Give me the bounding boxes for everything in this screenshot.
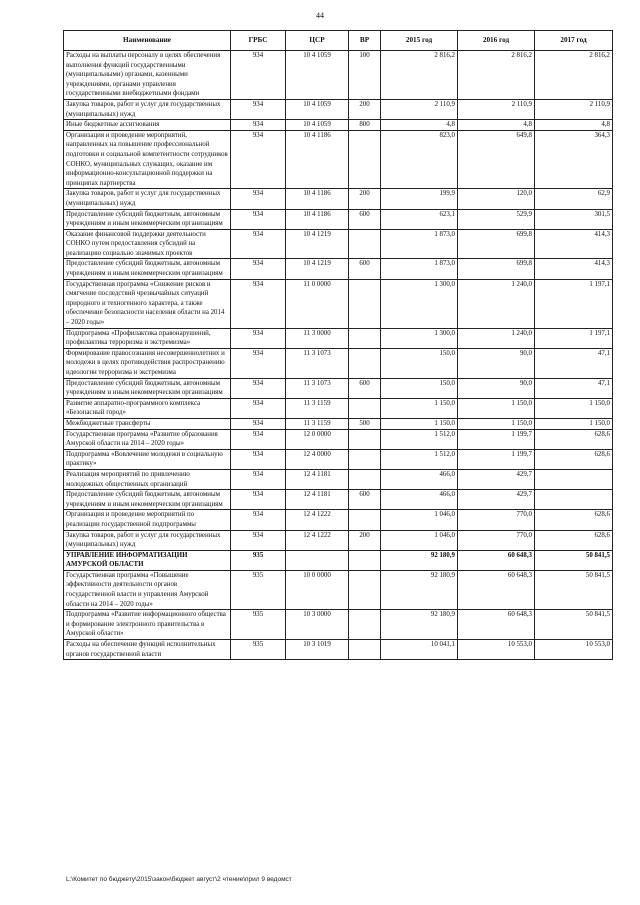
cell-2016: 90,0: [458, 348, 535, 378]
cell-vr: [349, 449, 381, 469]
cell-name: Государственная программа «Снижение рисков и смягчение последствий чрезвычайных ситуаций природного и техногенного характера, а также обеспечение безопасности населения области на 2014 – 2020 годы»: [64, 279, 231, 328]
cell-vr: [349, 570, 381, 609]
header-csr: ЦСР: [286, 31, 349, 51]
cell-grbs: 934: [231, 378, 286, 398]
cell-name: Межбюджетные трансферты: [64, 418, 231, 429]
cell-2016: 4,8: [458, 120, 535, 131]
cell-2017: 628,6: [535, 449, 613, 469]
cell-csr: 11 3 1159: [286, 398, 349, 418]
cell-2016: 90,0: [458, 378, 535, 398]
cell-2016: 429,7: [458, 469, 535, 489]
cell-2016: 699,8: [458, 229, 535, 259]
cell-2015: 1 873,0: [381, 259, 458, 279]
cell-2016: 120,0: [458, 189, 535, 209]
cell-2015: 1 300,0: [381, 279, 458, 328]
cell-2015: 1 150,0: [381, 398, 458, 418]
cell-grbs: 934: [231, 51, 286, 100]
cell-csr: 12 4 1222: [286, 530, 349, 550]
cell-grbs: 934: [231, 130, 286, 189]
table-row: [64, 51, 613, 100]
cell-2017: 628,6: [535, 530, 613, 550]
cell-vr: [349, 510, 381, 530]
cell-vr: [349, 640, 381, 660]
cell-grbs: 935: [231, 610, 286, 640]
cell-grbs: 935: [231, 550, 286, 570]
cell-csr: 10 4 1059: [286, 51, 349, 100]
cell-2017: [535, 469, 613, 489]
cell-grbs: 934: [231, 259, 286, 279]
cell-csr: 12 4 1181: [286, 469, 349, 489]
cell-2017: 1 150,0: [535, 418, 613, 429]
header-grbs: ГРБС: [231, 31, 286, 51]
cell-name: Реализация мероприятий по привлечению молодежных общественных организаций: [64, 469, 231, 489]
cell-2015: 2 816,2: [381, 51, 458, 100]
cell-grbs: 935: [231, 640, 286, 660]
table-row: [64, 530, 613, 550]
header-2015: 2015 год: [381, 31, 458, 51]
cell-vr: 600: [349, 259, 381, 279]
cell-name: Предоставление субсидий бюджетным, автономным учреждениям и иным некоммерческим организациям: [64, 490, 231, 510]
cell-2015: 466,0: [381, 469, 458, 489]
cell-2015: 92 180,9: [381, 550, 458, 570]
header-name: Наименование: [64, 31, 231, 51]
cell-csr: 10 3 0000: [286, 610, 349, 640]
cell-2017: 414,3: [535, 259, 613, 279]
cell-grbs: 934: [231, 120, 286, 131]
cell-2016: 429,7: [458, 490, 535, 510]
cell-2016: 529,9: [458, 209, 535, 229]
cell-2015: 623,1: [381, 209, 458, 229]
cell-2016: 770,0: [458, 530, 535, 550]
cell-2017: [535, 490, 613, 510]
table-row: [64, 449, 613, 469]
table-row: [64, 209, 613, 229]
cell-csr: 10 0 0000: [286, 570, 349, 609]
cell-csr: 11 3 0000: [286, 328, 349, 348]
cell-2015: 199,9: [381, 189, 458, 209]
cell-vr: [349, 130, 381, 189]
cell-grbs: 934: [231, 328, 286, 348]
cell-2015: 823,0: [381, 130, 458, 189]
cell-2016: 1 240,0: [458, 328, 535, 348]
cell-2016: 1 240,0: [458, 279, 535, 328]
cell-grbs: 934: [231, 469, 286, 489]
cell-name: Предоставление субсидий бюджетным, автономным учреждениям и иным некоммерческим организациям: [64, 378, 231, 398]
footer-file-path: L:\Комитет по бюджету\2015\закон\бюджет август\2 чтение\прил 9 ведомст: [66, 876, 292, 883]
table-row: [64, 398, 613, 418]
table-row: [64, 378, 613, 398]
cell-name: Развитие аппаратно-программного комплекса «Безопасный город»: [64, 398, 231, 418]
cell-2017: 1 150,0: [535, 398, 613, 418]
cell-name: Оказание финансовой поддержки деятельности СОНКО путем предоставления субсидий на реализацию социально значимых проектов: [64, 229, 231, 259]
cell-vr: 600: [349, 378, 381, 398]
cell-name: Закупка товаров, работ и услуг для государственных (муниципальных) нужд: [64, 530, 231, 550]
cell-grbs: 934: [231, 348, 286, 378]
cell-name: Иные бюджетные ассигнования: [64, 120, 231, 131]
header-vr: ВР: [349, 31, 381, 51]
cell-name: Формирование правосознания несовершеннолетних и молодежи в целях противодействия распространению идеологии терроризма и экстремизма: [64, 348, 231, 378]
cell-2015: 4,8: [381, 120, 458, 131]
cell-grbs: 934: [231, 229, 286, 259]
cell-grbs: 934: [231, 209, 286, 229]
cell-2016: 1 199,7: [458, 449, 535, 469]
cell-2016: 60 648,3: [458, 550, 535, 570]
cell-grbs: 934: [231, 398, 286, 418]
cell-name: Подпрограмма «Развитие информационного общества и формирование электронного правительства в Амурской области»: [64, 610, 231, 640]
cell-vr: 100: [349, 51, 381, 100]
cell-2017: 47,1: [535, 348, 613, 378]
cell-grbs: 934: [231, 530, 286, 550]
cell-2017: 628,6: [535, 429, 613, 449]
table-row: [64, 640, 613, 660]
cell-name: Государственная программа «Развитие образования Амурской области на 2014 – 2020 годы»: [64, 429, 231, 449]
cell-2015: 2 110,9: [381, 99, 458, 119]
cell-2015: 92 180,9: [381, 570, 458, 609]
cell-vr: [349, 229, 381, 259]
cell-vr: 200: [349, 189, 381, 209]
cell-2016: 649,8: [458, 130, 535, 189]
table-row: [64, 259, 613, 279]
cell-2016: 699,8: [458, 259, 535, 279]
table-body: [64, 51, 613, 660]
cell-csr: 10 4 1219: [286, 229, 349, 259]
cell-2016: 770,0: [458, 510, 535, 530]
cell-grbs: 934: [231, 429, 286, 449]
cell-name: Расходы на выплаты персоналу в целях обеспечения выполнения функций государственными (муниципальными) органами, казенными учреждениями, органами управления государственными внебюджетными фондами: [64, 51, 231, 100]
budget-table: [63, 30, 613, 660]
cell-2017: 50 841,5: [535, 550, 613, 570]
table-row: [64, 510, 613, 530]
header-2016: 2016 год: [458, 31, 535, 51]
cell-csr: 12 4 1222: [286, 510, 349, 530]
cell-2017: 62,9: [535, 189, 613, 209]
cell-grbs: 934: [231, 189, 286, 209]
cell-2017: 2 816,2: [535, 51, 613, 100]
cell-vr: 800: [349, 120, 381, 131]
table-row: [64, 348, 613, 378]
cell-2015: 466,0: [381, 490, 458, 510]
cell-2017: 628,6: [535, 510, 613, 530]
cell-vr: [349, 550, 381, 570]
cell-csr: 10 4 1059: [286, 120, 349, 131]
cell-csr: 10 4 1186: [286, 189, 349, 209]
table-row: [64, 279, 613, 328]
cell-vr: [349, 328, 381, 348]
table-row: [64, 418, 613, 429]
cell-2016: 1 150,0: [458, 418, 535, 429]
cell-csr: 10 4 1186: [286, 130, 349, 189]
cell-grbs: 935: [231, 570, 286, 609]
cell-2016: 10 553,0: [458, 640, 535, 660]
cell-2016: 60 648,3: [458, 570, 535, 609]
cell-csr: 11 0 0000: [286, 279, 349, 328]
cell-grbs: 934: [231, 279, 286, 328]
table-row: [64, 328, 613, 348]
cell-vr: 200: [349, 530, 381, 550]
cell-csr: 10 4 1059: [286, 99, 349, 119]
cell-name: Организация и проведение мероприятий, направленных на повышение профессиональной подготовки и социальной компетентности сотрудников СОНКО, муниципальных служащих, оказание им информационно-консультационной поддержки на принципах партнерства: [64, 130, 231, 189]
cell-vr: [349, 279, 381, 328]
cell-2017: 2 110,9: [535, 99, 613, 119]
cell-csr: 10 4 1219: [286, 259, 349, 279]
cell-name: Государственная программа «Повышение эффективности деятельности органов государственной власти и управления Амурской области на 2014 – 2020 годы»: [64, 570, 231, 609]
cell-csr: 12 4 0000: [286, 449, 349, 469]
cell-vr: [349, 348, 381, 378]
cell-name: Закупка товаров, работ и услуг для государственных (муниципальных) нужд: [64, 99, 231, 119]
cell-vr: [349, 469, 381, 489]
cell-2017: 364,3: [535, 130, 613, 189]
cell-vr: 600: [349, 490, 381, 510]
cell-name: Предоставление субсидий бюджетным, автономным учреждениям и иным некоммерческим организациям: [64, 209, 231, 229]
cell-2015: 150,0: [381, 378, 458, 398]
cell-2015: 1 150,0: [381, 418, 458, 429]
cell-2016: 2 110,9: [458, 99, 535, 119]
cell-grbs: 934: [231, 418, 286, 429]
cell-2015: 1 046,0: [381, 530, 458, 550]
cell-2017: 50 841,5: [535, 610, 613, 640]
cell-2015: 150,0: [381, 348, 458, 378]
cell-name: Расходы на обеспечение функций исполнительных органов государственной власти: [64, 640, 231, 660]
table-row: [64, 429, 613, 449]
cell-csr: [286, 550, 349, 570]
cell-csr: 10 4 1186: [286, 209, 349, 229]
cell-vr: [349, 429, 381, 449]
cell-csr: 11 3 1159: [286, 418, 349, 429]
cell-name: Подпрограмма «Вовлечение молодежи в социальную практику»: [64, 449, 231, 469]
table-row: [64, 610, 613, 640]
table-row: [64, 550, 613, 570]
cell-2016: 2 816,2: [458, 51, 535, 100]
table-row: [64, 99, 613, 119]
cell-2015: 1 873,0: [381, 229, 458, 259]
cell-csr: 12 0 0000: [286, 429, 349, 449]
cell-2017: 1 197,1: [535, 328, 613, 348]
table-row: [64, 130, 613, 189]
cell-name: Организация и проведение мероприятий по реализации государственной подпрограммы: [64, 510, 231, 530]
cell-2017: 4,8: [535, 120, 613, 131]
cell-vr: [349, 610, 381, 640]
cell-2017: 1 197,1: [535, 279, 613, 328]
cell-2017: 301,5: [535, 209, 613, 229]
cell-2017: 47,1: [535, 378, 613, 398]
cell-grbs: 934: [231, 99, 286, 119]
cell-2015: 1 046,0: [381, 510, 458, 530]
cell-2015: 10 041,1: [381, 640, 458, 660]
cell-vr: 600: [349, 209, 381, 229]
cell-name: Подпрограмма «Профилактика правонарушений, профилактика терроризма и экстремизма»: [64, 328, 231, 348]
cell-2016: 1 199,7: [458, 429, 535, 449]
cell-2015: 1 300,0: [381, 328, 458, 348]
cell-name: Предоставление субсидий бюджетным, автономным учреждениям и иным некоммерческим организациям: [64, 259, 231, 279]
cell-2016: 60 648,3: [458, 610, 535, 640]
cell-csr: 12 4 1181: [286, 490, 349, 510]
cell-2017: 414,3: [535, 229, 613, 259]
cell-2017: 50 841,5: [535, 570, 613, 609]
table-row: [64, 189, 613, 209]
page-number: 44: [316, 11, 324, 20]
cell-2015: 1 512,0: [381, 429, 458, 449]
header-2017: 2017 год: [535, 31, 613, 51]
cell-csr: 10 3 1019: [286, 640, 349, 660]
cell-2017: 10 553,0: [535, 640, 613, 660]
cell-2016: 1 150,0: [458, 398, 535, 418]
cell-grbs: 934: [231, 490, 286, 510]
table-header-row: [64, 31, 613, 51]
cell-name: Закупка товаров, работ и услуг для государственных (муниципальных) нужд: [64, 189, 231, 209]
cell-2015: 1 512,0: [381, 449, 458, 469]
cell-vr: 200: [349, 99, 381, 119]
table-row: [64, 469, 613, 489]
table-row: [64, 120, 613, 131]
cell-vr: 500: [349, 418, 381, 429]
cell-name: УПРАВЛЕНИЕ ИНФОРМАТИЗАЦИИ АМУРСКОЙ ОБЛАСТИ: [64, 550, 231, 570]
cell-grbs: 934: [231, 449, 286, 469]
table-row: [64, 229, 613, 259]
table-row: [64, 490, 613, 510]
table-row: [64, 570, 613, 609]
cell-2015: 92 180,9: [381, 610, 458, 640]
cell-csr: 11 3 1073: [286, 348, 349, 378]
cell-csr: 11 3 1073: [286, 378, 349, 398]
cell-grbs: 934: [231, 510, 286, 530]
cell-vr: [349, 398, 381, 418]
